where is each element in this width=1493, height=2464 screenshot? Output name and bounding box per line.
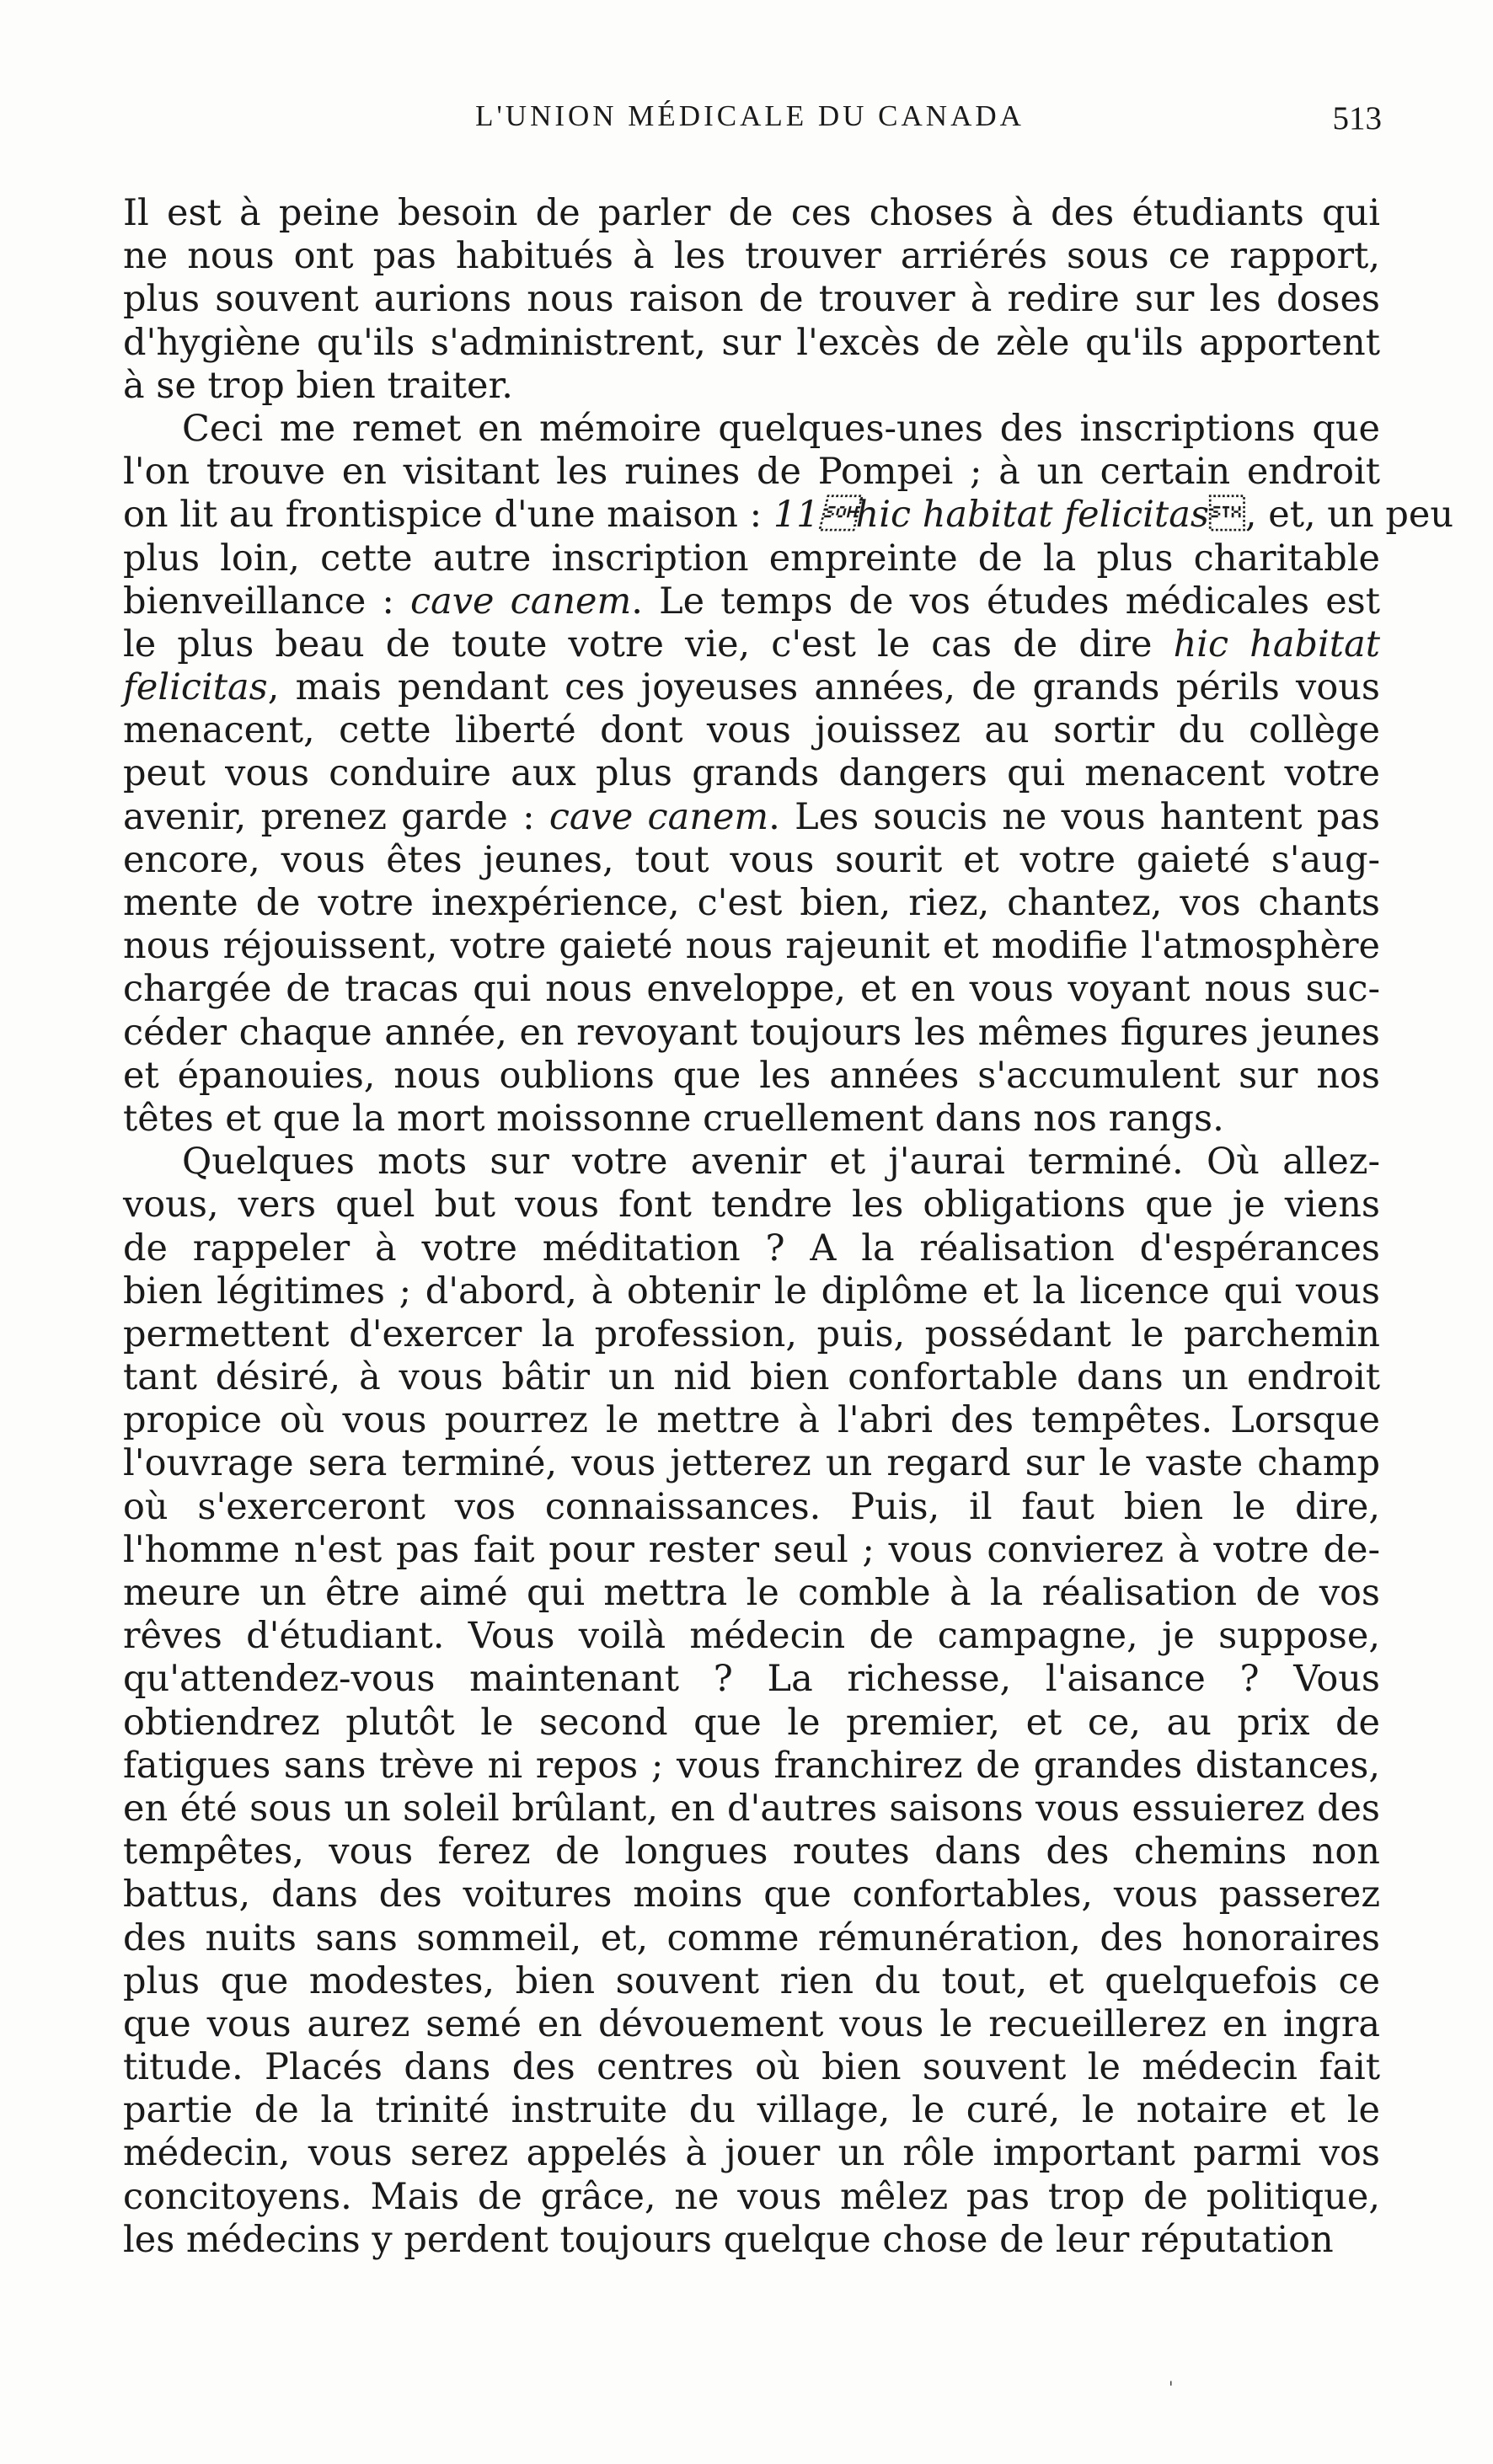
- text-line: tant désiré, à vous bâtir un nid bien confortable dans un endroit: [123, 1356, 1380, 1399]
- text-line: d'hygiène qu'ils s'administrent, sur l'excès de zèle qu'ils apportent: [123, 321, 1380, 364]
- text-line: en été sous un soleil brûlant, en d'autres saisons vous essuierez des: [123, 1787, 1380, 1830]
- text-line: obtiendrez plutôt le second que le premier, et ce, au prix de: [123, 1701, 1380, 1744]
- text-line: que vous aurez semé en dévouement vous le recueillerez en ingra: [123, 2002, 1380, 2045]
- journal-title: L'UNION MÉDICALE DU CANADA: [475, 99, 1025, 132]
- text-line: meure un être aimé qui mettra le comble à la réalisation de vos: [123, 1572, 1380, 1614]
- text-line: l'ouvrage sera terminé, vous jetterez un regard sur le vaste champ: [123, 1442, 1380, 1485]
- latin-phrase: hic habitat: [1173, 623, 1380, 665]
- text-line: propice où vous pourrez le mettre à l'abri des tempêtes. Lorsque: [123, 1399, 1380, 1442]
- text-line: permettent d'exercer la profession, puis, possédant le parchemin: [123, 1312, 1380, 1355]
- page-number: 513: [1332, 100, 1382, 136]
- text-line: menacent, cette liberté dont vous jouissez au sortir du collège: [123, 709, 1380, 752]
- text-line: avenir, prenez garde : cave canem. Les soucis ne vous hantent pas: [123, 795, 1380, 838]
- text-line: nous réjouissent, votre gaieté nous rajeunit et modifie l'atmosphère: [123, 925, 1380, 968]
- latin-phrase: cave canem: [549, 795, 769, 838]
- text-line: où s'exerceront vos connaissances. Puis, il faut bien le dire,: [123, 1485, 1380, 1528]
- text-line: des nuits sans sommeil, et, comme rémunération, des honoraires: [123, 1916, 1380, 1959]
- text-line: l'homme n'est pas fait pour rester seul ; vous convierez à votre de-: [123, 1528, 1380, 1571]
- text-line: plus loin, cette autre inscription empreinte de la plus charitable: [123, 537, 1380, 580]
- text-line: rêves d'étudiant. Vous voilà médecin de campagne, je suppose,: [123, 1615, 1380, 1658]
- text-line: battus, dans des voitures moins que confortables, vous passerez: [123, 1873, 1380, 1916]
- text-line: ne nous ont pas habitués à les trouver arriérés sous ce rapport,: [123, 235, 1380, 278]
- text-line: céder chaque année, en revoyant toujours les mêmes figures jeunes: [123, 1011, 1380, 1054]
- body-text: [123, 192, 1454, 2262]
- text-line: chargée de tracas qui nous enveloppe, et en vous voyant nous suc-: [123, 968, 1380, 1011]
- text-line: on lit au frontispice d'une maison : 11hic habitat felicitas, et, un peu: [123, 494, 1454, 537]
- text-line: têtes et que la mort moissonne cruellement dans nos rangs.: [123, 1097, 1224, 1140]
- latin-phrase: felicitas: [1064, 494, 1209, 537]
- latin-phrase: cave canem: [410, 580, 632, 623]
- text-line: plus que modestes, bien souvent rien du tout, et quelquefois ce: [123, 1959, 1380, 2002]
- text-line: tempêtes, vous ferez de longues routes dans des chemins non: [123, 1831, 1380, 1873]
- text-line: peut vous conduire aux plus grands dangers qui menacent votre: [123, 752, 1380, 795]
- text-line: felicitas, mais pendant ces joyeuses années, de grands périls vous: [123, 666, 1380, 709]
- latin-phrase: 11hic habitat: [773, 494, 1053, 537]
- text-line: et épanouies, nous oublions que les années s'accumulent sur nos: [123, 1054, 1380, 1097]
- text-line: de rappeler à votre méditation ? A la réalisation d'espérances: [123, 1227, 1380, 1269]
- stray-ink-mark: ': [1169, 2377, 1174, 2397]
- text-line: plus souvent aurions nous raison de trouver à redire sur les doses: [123, 278, 1380, 321]
- text-line: Il est à peine besoin de parler de ces choses à des étudiants qui: [123, 192, 1380, 234]
- text-line: l'on trouve en visitant les ruines de Pompei ; à un certain endroit: [123, 451, 1380, 494]
- text-line: les médecins y perdent toujours quelque chose de leur réputation: [123, 2218, 1334, 2261]
- text-line: médecin, vous serez appelés à jouer un rôle important parmi vos: [123, 2132, 1380, 2175]
- text-line: Ceci me remet en mémoire quelques-unes des inscriptions que: [182, 407, 1380, 450]
- text-line: vous, vers quel but vous font tendre les obligations que je viens: [123, 1184, 1380, 1227]
- text-line: qu'attendez-vous maintenant ? La richesse, l'aisance ? Vous: [123, 1658, 1380, 1701]
- text-line: à se trop bien traiter.: [123, 364, 513, 407]
- text-line: bienveillance : cave canem. Le temps de vos études médicales est: [123, 580, 1380, 623]
- text-line: encore, vous êtes jeunes, tout vous sourit et votre gaieté s'aug-: [123, 838, 1380, 881]
- text-line: partie de la trinité instruite du village, le curé, le notaire et le: [123, 2089, 1380, 2132]
- latin-phrase: felicitas: [123, 666, 268, 709]
- text-line: mente de votre inexpérience, c'est bien, riez, chantez, vos chants: [123, 882, 1380, 924]
- text-line: Quelques mots sur votre avenir et j'aurai terminé. Où allez-: [182, 1141, 1380, 1184]
- text-line: concitoyens. Mais de grâce, ne vous mêlez pas trop de politique,: [123, 2175, 1380, 2218]
- running-head: [118, 99, 1382, 150]
- text-line: le plus beau de toute votre vie, c'est le cas de dire hic habitat: [123, 623, 1380, 665]
- text-line: fatigues sans trève ni repos ; vous franchirez de grandes distances,: [123, 1744, 1380, 1787]
- text-line: titude. Placés dans des centres où bien souvent le médecin fait: [123, 2046, 1380, 2089]
- text-line: bien légitimes ; d'abord, à obtenir le diplôme et la licence qui vous: [123, 1269, 1380, 1312]
